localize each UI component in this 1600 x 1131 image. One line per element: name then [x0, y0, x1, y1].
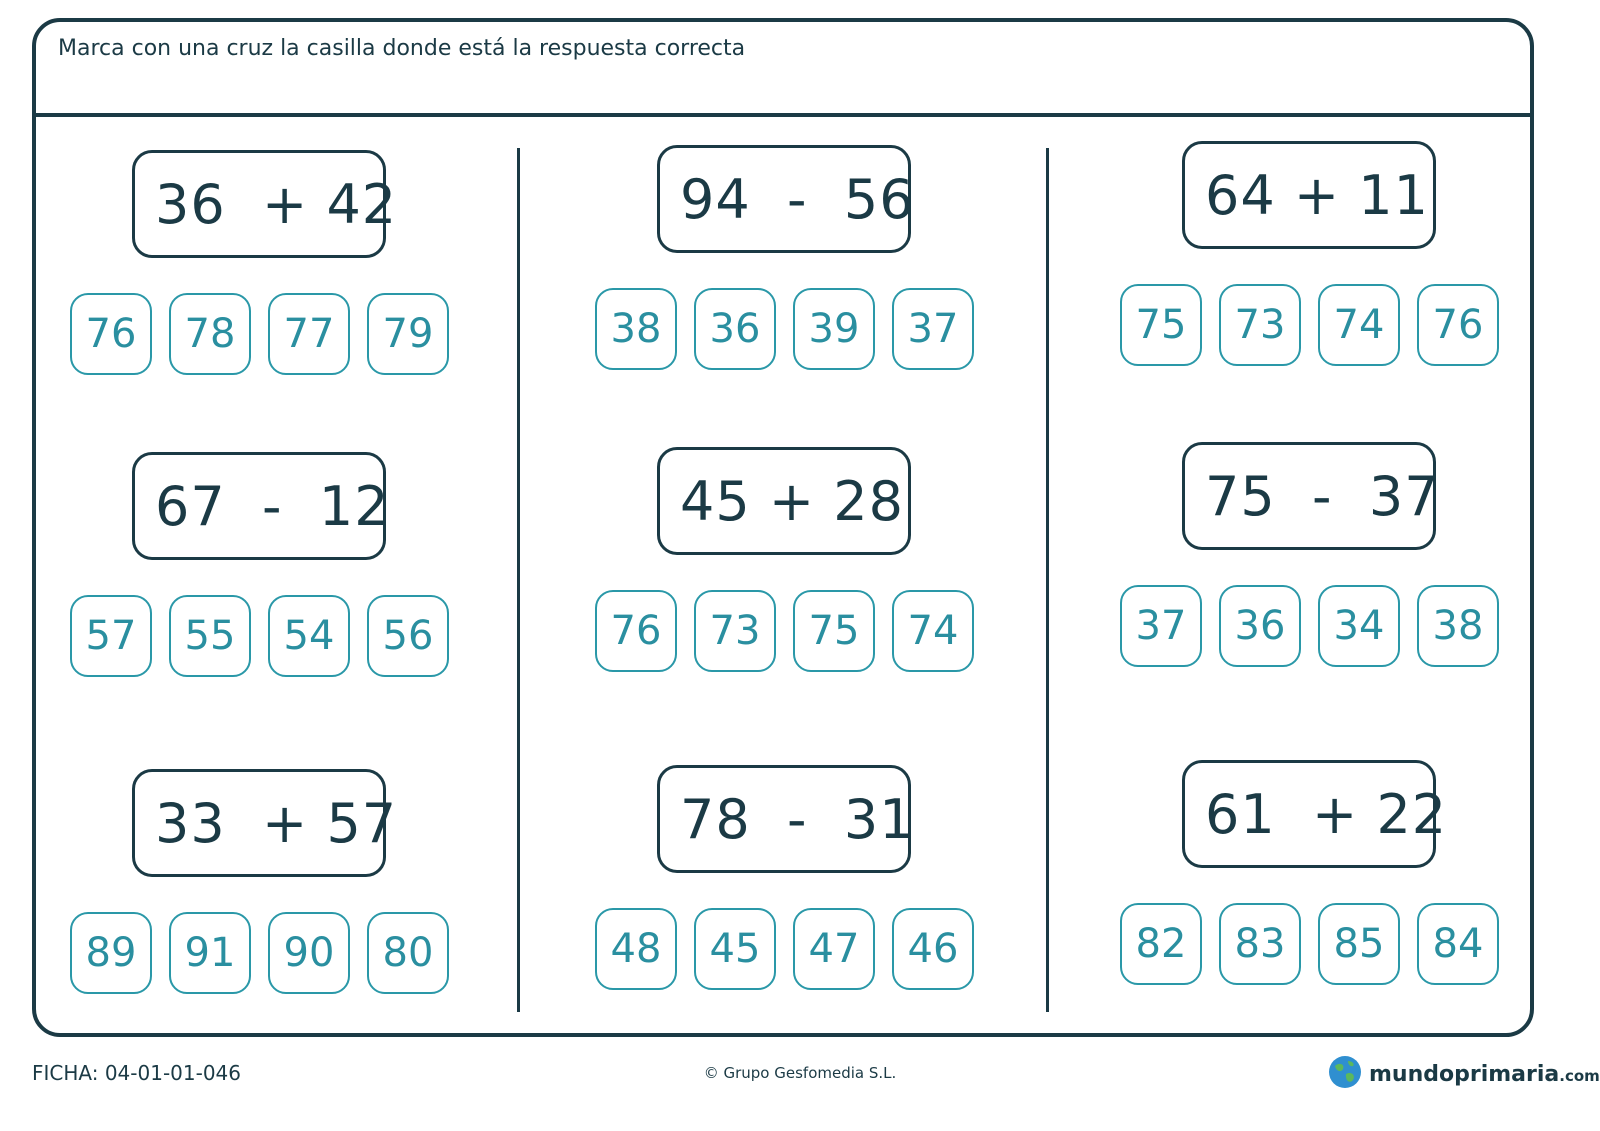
answer-option[interactable]: 75: [1120, 284, 1202, 366]
answer-option[interactable]: 91: [169, 912, 251, 994]
answer-option[interactable]: 38: [1417, 585, 1499, 667]
answer-option[interactable]: 46: [892, 908, 974, 990]
globe-icon: [1327, 1054, 1363, 1094]
problem-1-options: [70, 293, 449, 375]
answer-option[interactable]: 36: [1219, 585, 1301, 667]
problem-9-options: [1120, 903, 1499, 985]
answer-option[interactable]: 90: [268, 912, 350, 994]
answer-option[interactable]: 83: [1219, 903, 1301, 985]
problem-4-box: 94 - 56: [657, 145, 911, 253]
answer-option[interactable]: 73: [694, 590, 776, 672]
answer-option[interactable]: 89: [70, 912, 152, 994]
header-divider: [34, 113, 1532, 117]
answer-option[interactable]: 47: [793, 908, 875, 990]
answer-option[interactable]: 37: [892, 288, 974, 370]
answer-option[interactable]: 77: [268, 293, 350, 375]
brand-logo[interactable]: [1327, 1054, 1600, 1094]
answer-option[interactable]: 34: [1318, 585, 1400, 667]
answer-option[interactable]: 80: [367, 912, 449, 994]
problem-2-box: 67 - 12: [132, 452, 386, 560]
problem-6-box: 78 - 31: [657, 765, 911, 873]
answer-option[interactable]: 79: [367, 293, 449, 375]
answer-option[interactable]: 55: [169, 595, 251, 677]
problem-2-options: [70, 595, 449, 677]
answer-option[interactable]: 75: [793, 590, 875, 672]
answer-option[interactable]: 85: [1318, 903, 1400, 985]
worksheet-code: FICHA: 04-01-01-046: [32, 1061, 242, 1085]
problem-7-box: 64 + 11: [1182, 141, 1436, 249]
answer-option[interactable]: 76: [595, 590, 677, 672]
problem-5-box: 45 + 28: [657, 447, 911, 555]
answer-option[interactable]: 36: [694, 288, 776, 370]
answer-option[interactable]: 45: [694, 908, 776, 990]
problem-7-options: [1120, 284, 1499, 366]
answer-option[interactable]: 82: [1120, 903, 1202, 985]
answer-option[interactable]: 57: [70, 595, 152, 677]
answer-option[interactable]: 37: [1120, 585, 1202, 667]
problem-3-options: [70, 912, 449, 994]
column-divider-2: [1046, 148, 1049, 1012]
column-divider-1: [517, 148, 520, 1012]
answer-option[interactable]: 74: [1318, 284, 1400, 366]
copyright-notice: © Grupo Gesfomedia S.L.: [703, 1064, 897, 1082]
answer-option[interactable]: 38: [595, 288, 677, 370]
problem-6-options: [595, 908, 974, 990]
answer-option[interactable]: 76: [1417, 284, 1499, 366]
problem-5-options: [595, 590, 974, 672]
answer-option[interactable]: 73: [1219, 284, 1301, 366]
instruction-text: Marca con una cruz la casilla donde está la respuesta correcta: [58, 36, 746, 61]
brand-tld: .com: [1559, 1066, 1600, 1085]
answer-option[interactable]: 56: [367, 595, 449, 677]
problem-4-options: [595, 288, 974, 370]
answer-option[interactable]: 78: [169, 293, 251, 375]
problem-1-box: 36 + 42: [132, 150, 386, 258]
answer-option[interactable]: 54: [268, 595, 350, 677]
answer-option[interactable]: 84: [1417, 903, 1499, 985]
problem-8-box: 75 - 37: [1182, 442, 1436, 550]
answer-option[interactable]: 48: [595, 908, 677, 990]
problem-3-box: 33 + 57: [132, 769, 386, 877]
problem-9-box: 61 + 22: [1182, 760, 1436, 868]
brand-name: mundoprimaria: [1369, 1061, 1560, 1087]
answer-option[interactable]: 39: [793, 288, 875, 370]
answer-option[interactable]: 74: [892, 590, 974, 672]
answer-option[interactable]: 76: [70, 293, 152, 375]
problem-8-options: [1120, 585, 1499, 667]
